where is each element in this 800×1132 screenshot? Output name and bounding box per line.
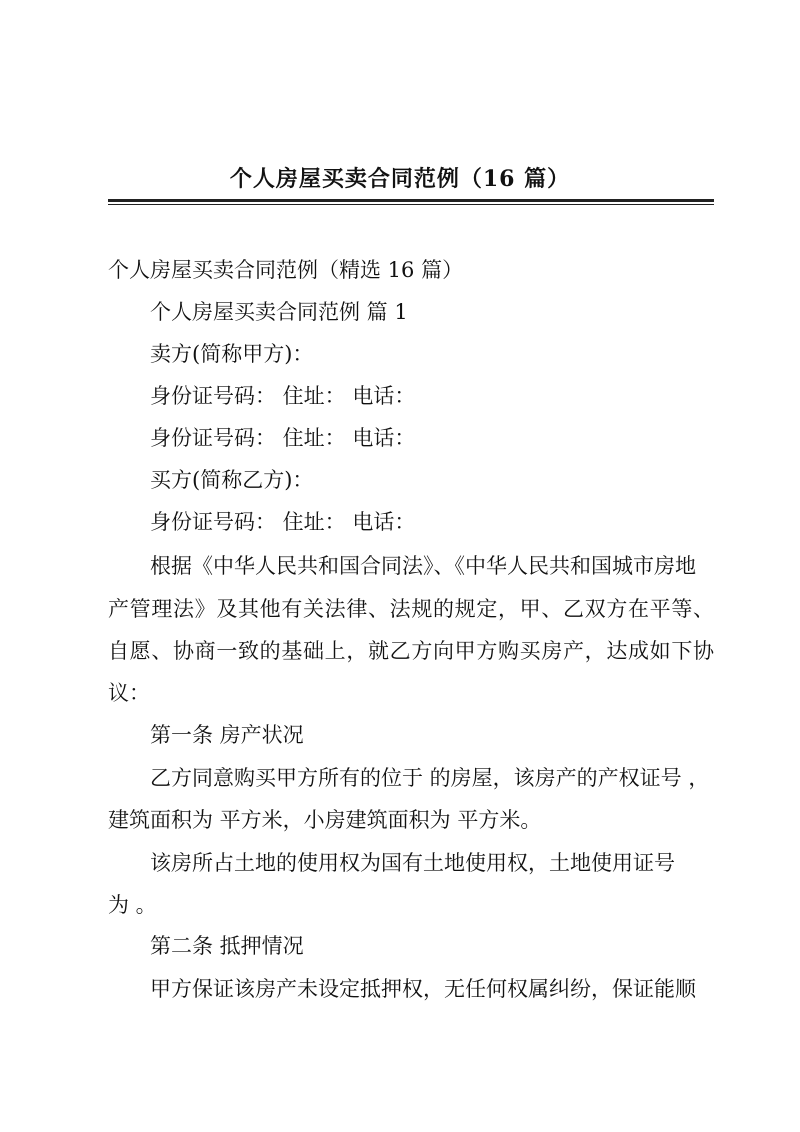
section-heading: 个人房屋买卖合同范例 篇 1 [150, 300, 408, 324]
paragraph-line: 该房所占土地的使用权为国有土地使用权，土地使用证号 [150, 851, 675, 875]
paragraph-line: 产管理法》及其他有关法律、法规的规定，甲、乙双方在平等、 [108, 597, 714, 621]
paragraph-line: 乙方同意购买甲方所有的位于 的房屋，该房产的产权证号 ， [150, 766, 710, 790]
seller-id-line-1: 身份证号码： 住址： 电话： [150, 384, 416, 408]
title-rule-thin [108, 204, 714, 205]
paragraph-line: 甲方保证该房产未设定抵押权，无任何权属纠纷，保证能顺 [150, 977, 696, 1001]
seller-label: 卖方(简称甲方)： [150, 342, 314, 366]
paragraph-line: 为 。 [108, 893, 157, 917]
subtitle-line: 个人房屋买卖合同范例（精选 16 篇） [108, 258, 464, 282]
paragraph-line: 自愿、协商一致的基础上，就乙方向甲方购买房产，达成如下协 [108, 639, 714, 663]
document-title: 个人房屋买卖合同范例（16 篇） [229, 166, 571, 192]
article-heading: 第一条 房产状况 [150, 723, 304, 747]
paragraph-line: 议： [108, 681, 150, 705]
buyer-id-line: 身份证号码： 住址： 电话： [150, 510, 416, 534]
article-heading: 第二条 抵押情况 [150, 934, 304, 958]
title-rule-thick [108, 199, 714, 202]
seller-id-line-2: 身份证号码： 住址： 电话： [150, 426, 416, 450]
paragraph-line: 根据《中华人民共和国合同法》、《中华人民共和国城市房地 [150, 554, 696, 578]
paragraph-line: 建筑面积为 平方米，小房建筑面积为 平方米。 [108, 808, 542, 832]
buyer-label: 买方(简称乙方)： [150, 468, 314, 492]
